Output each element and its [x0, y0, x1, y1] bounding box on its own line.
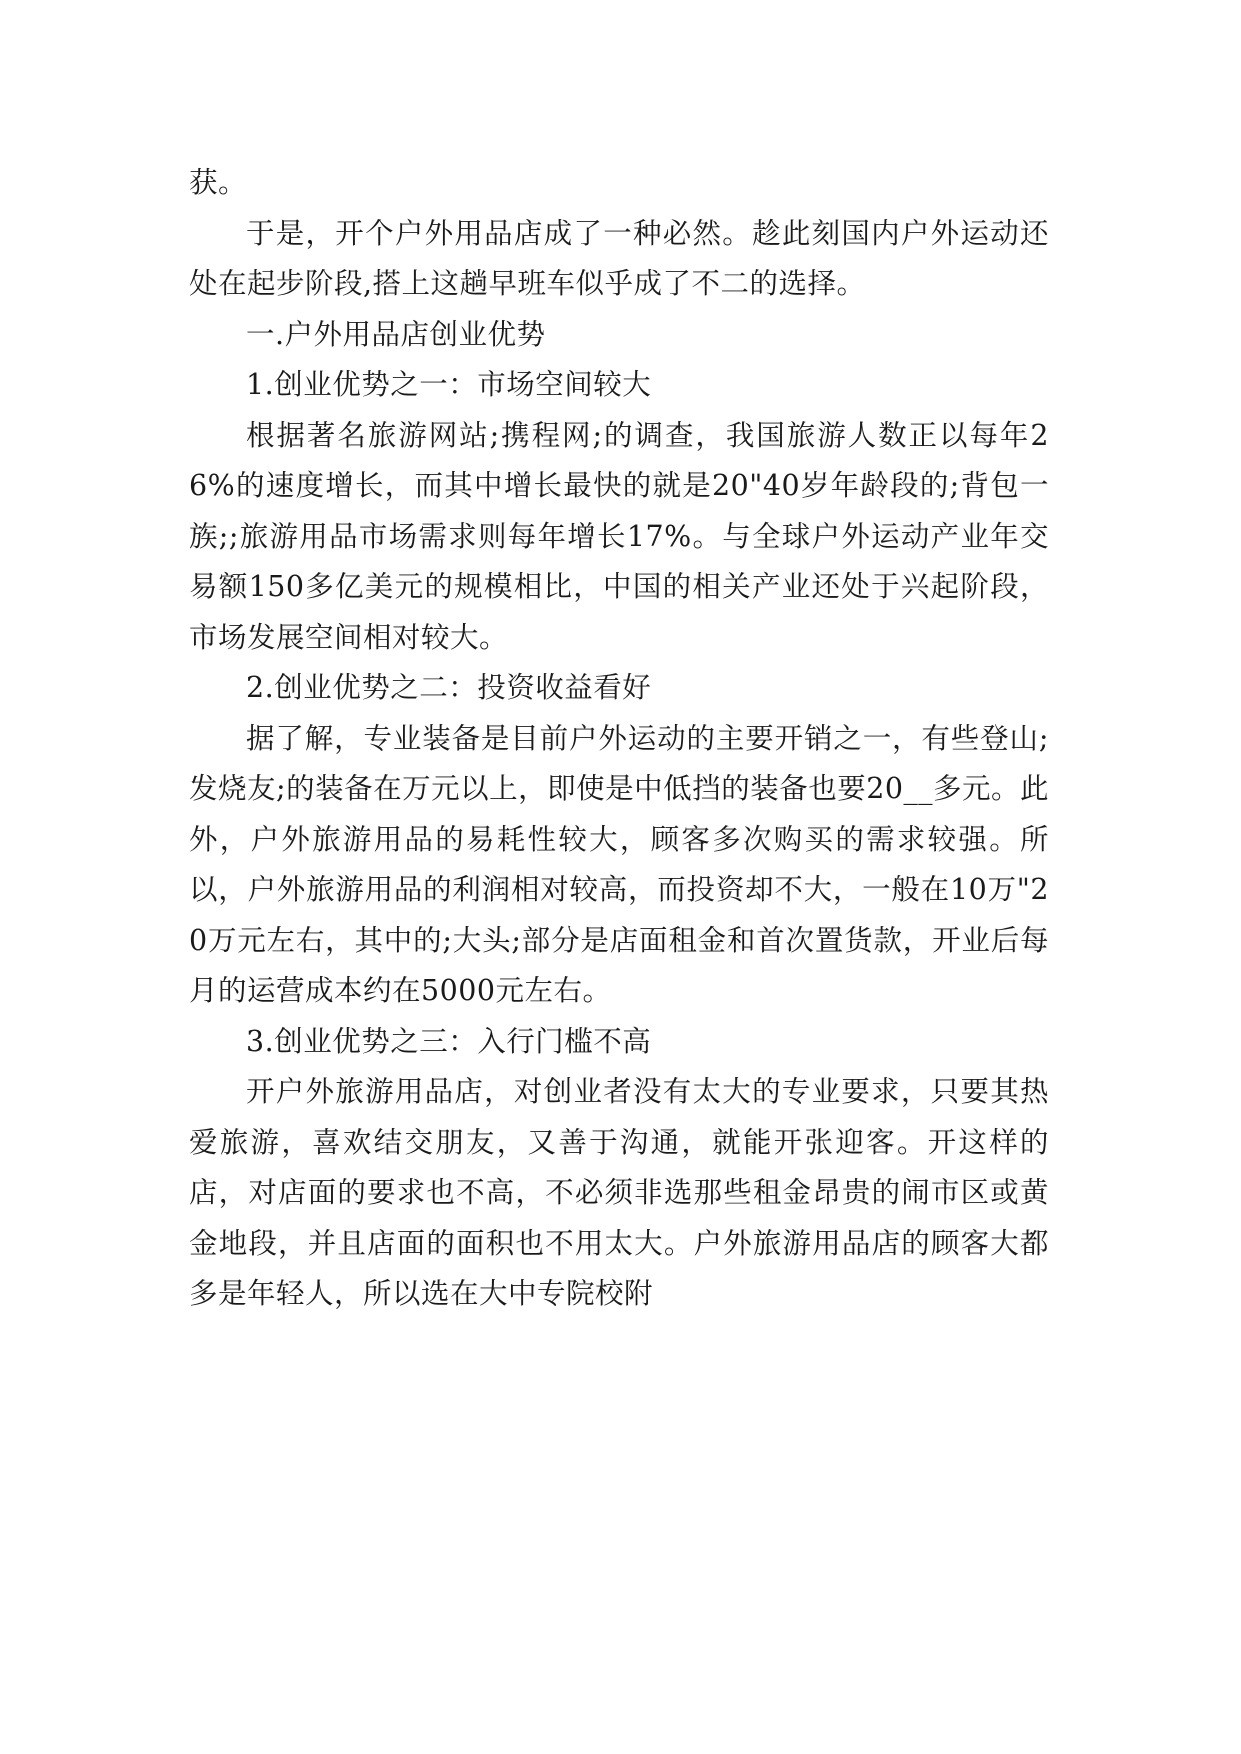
paragraph-continuation: 获。: [189, 166, 248, 199]
paragraph-entry-threshold: 开户外旅游用品店，对创业者没有太大的专业要求，只要其热爱旅游，喜欢结交朋友，又善于沟通，就能开张迎客。开这样的店，对店面的要求也不高，不必须非选那些租金昂贵的闹市区或黄金地段，并且店面的面积也不用太大。户外旅游用品店的顾客大都多是年轻人，所以选在大中专院校附: [189, 1075, 1049, 1310]
paragraph-intro: 于是，开个户外用品店成了一种必然。趁此刻国内户外运动还处在起步阶段,搭上这趟早班车似乎成了不二的选择。: [189, 216, 1049, 300]
paragraph-investment-returns: 据了解，专业装备是目前户外运动的主要开销之一，有些登山;发烧友;的装备在万元以上，即使是中低挡的装备也要20__多元。此外，户外旅游用品的易耗性较大，顾客多次购买的需求较强。所以，户外旅游用品的利润相对较高，而投资却不大，一般在10万"20万元左右，其中的;大头;部分是店面租金和首次置货款，开业后每月的运营成本约在5000元左右。: [189, 721, 1049, 1007]
document-body: [189, 158, 1049, 1320]
section-heading-advantages: 一.户外用品店创业优势: [246, 317, 546, 351]
subheading-advantage-2: 2.创业优势之二：投资收益看好: [246, 671, 652, 704]
subheading-advantage-3: 3.创业优势之三：入行门槛不高: [246, 1024, 652, 1058]
paragraph-market-space: 根据著名旅游网站;携程网;的调查，我国旅游人数正以每年26%的速度增长，而其中增长最快的就是20"40岁年龄段的;背包一族;;旅游用品市场需求则每年增长17%。与全球户外运动产业年交易额150多亿美元的规模相比，中国的相关产业还处于兴起阶段，市场发展空间相对较大。: [189, 418, 1049, 654]
subheading-advantage-1: 1.创业优势之一：市场空间较大: [246, 368, 652, 401]
